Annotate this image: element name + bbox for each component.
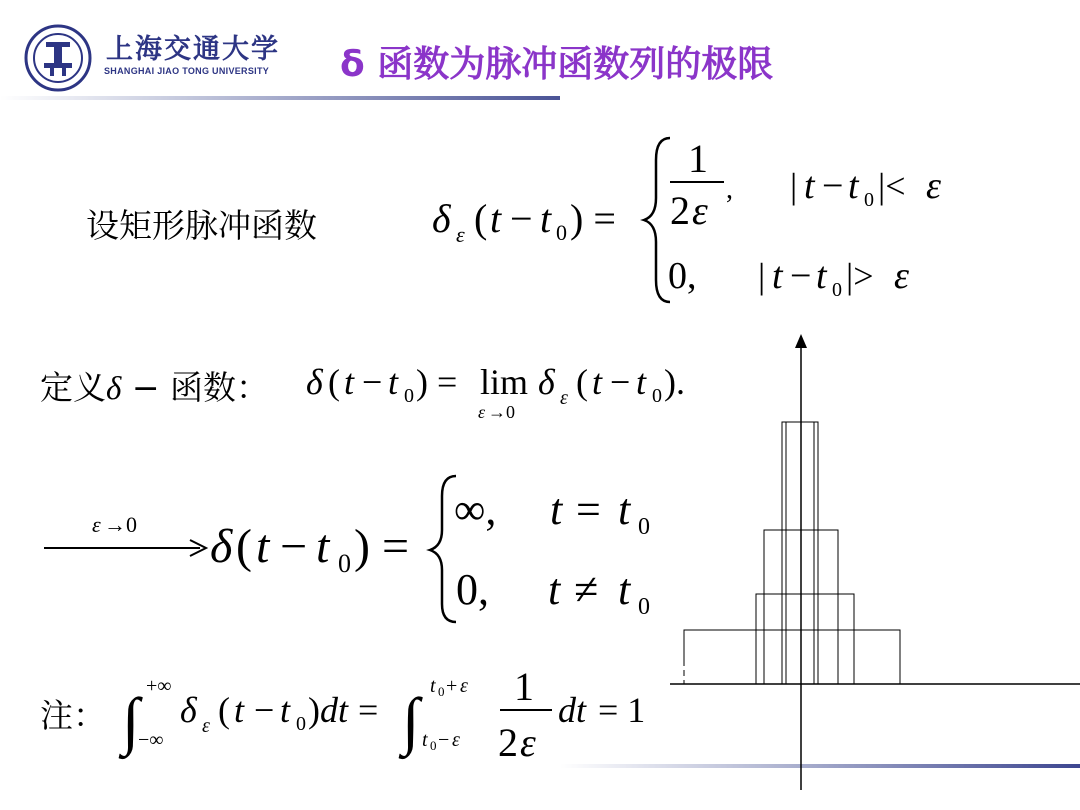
university-name-en: SHANGHAI JIAO TONG UNIVERSITY bbox=[104, 66, 270, 76]
svg-text:ε: ε bbox=[202, 715, 210, 737]
svg-text:t: t bbox=[772, 255, 783, 297]
header-divider bbox=[0, 96, 560, 100]
svg-text:∞,: ∞, bbox=[454, 485, 497, 534]
svg-text:ε: ε bbox=[460, 675, 468, 697]
svg-text:1: 1 bbox=[514, 664, 534, 709]
svg-text:+∞: +∞ bbox=[146, 675, 172, 697]
svg-text:0: 0 bbox=[832, 279, 842, 301]
svg-text:0: 0 bbox=[438, 684, 445, 699]
pulse-sequence-diagram bbox=[670, 330, 1080, 792]
svg-text:δ: δ bbox=[306, 362, 323, 402]
pulse-wide bbox=[756, 594, 854, 684]
svg-text:δ: δ bbox=[432, 196, 451, 241]
svg-text:t: t bbox=[804, 165, 815, 207]
rect-pulse-intro: 设矩形脉冲函数 bbox=[86, 206, 317, 245]
svg-text:t: t bbox=[388, 362, 399, 402]
svg-text:t: t bbox=[490, 196, 502, 241]
svg-text:0: 0 bbox=[338, 549, 351, 578]
svg-text:ε: ε bbox=[478, 402, 486, 422]
svg-text:∫: ∫ bbox=[122, 685, 140, 756]
svg-text:t: t bbox=[550, 485, 563, 534]
svg-text:≠: ≠ bbox=[574, 565, 599, 614]
svg-text:t: t bbox=[592, 362, 603, 402]
integral-formula bbox=[118, 660, 678, 780]
svg-text:t: t bbox=[316, 520, 330, 573]
svg-text:−∞: −∞ bbox=[138, 729, 164, 751]
svg-text:= 1: = 1 bbox=[598, 690, 646, 730]
svg-text:0: 0 bbox=[652, 385, 662, 407]
svg-text:ε: ε bbox=[560, 387, 568, 409]
svg-text:dt: dt bbox=[558, 690, 587, 730]
svg-text:t: t bbox=[256, 520, 270, 573]
svg-text:t: t bbox=[618, 485, 631, 534]
svg-text:0: 0 bbox=[296, 713, 306, 735]
svg-text:ε: ε bbox=[452, 729, 460, 751]
svg-text:|: | bbox=[758, 256, 766, 296]
pulse-narrow bbox=[782, 422, 818, 684]
delta-def-intro: 定义δ − 函数： bbox=[40, 368, 269, 407]
svg-text:(: ( bbox=[474, 196, 488, 241]
svg-text:δ: δ bbox=[180, 690, 197, 730]
svg-text:ε: ε bbox=[92, 512, 101, 537]
university-logo-seal bbox=[24, 24, 92, 92]
svg-text:0: 0 bbox=[864, 189, 874, 211]
svg-text:2: 2 bbox=[670, 188, 690, 233]
svg-text:0: 0 bbox=[556, 220, 567, 245]
page-title: δ 函数为脉冲函数列的极限 bbox=[340, 44, 774, 85]
university-name-cn: 上海交通大学 bbox=[106, 34, 280, 65]
svg-text:=: = bbox=[358, 690, 379, 730]
svg-text:) =: ) = bbox=[416, 362, 458, 402]
svg-text:ε: ε bbox=[456, 222, 465, 247]
svg-text:): ) bbox=[308, 690, 320, 730]
svg-text:−: − bbox=[362, 362, 383, 402]
svg-text:=: = bbox=[576, 485, 601, 534]
svg-text:(: ( bbox=[218, 690, 230, 730]
svg-text:t: t bbox=[848, 165, 859, 207]
svg-text:t: t bbox=[344, 362, 355, 402]
svg-text:0: 0 bbox=[638, 594, 650, 620]
svg-text:(: ( bbox=[236, 520, 252, 573]
svg-text:).: ). bbox=[664, 362, 685, 402]
svg-text:0: 0 bbox=[638, 514, 650, 540]
svg-text:−: − bbox=[254, 690, 275, 730]
svg-text:t: t bbox=[548, 565, 561, 614]
svg-text:dt: dt bbox=[320, 690, 349, 730]
svg-text:δ: δ bbox=[538, 362, 555, 402]
rect-pulse-formula bbox=[420, 120, 980, 310]
svg-text:t: t bbox=[540, 196, 552, 241]
svg-text:−: − bbox=[280, 520, 308, 573]
svg-text:0: 0 bbox=[404, 385, 414, 407]
pulse-narrowest bbox=[786, 422, 814, 684]
svg-text:t: t bbox=[280, 690, 291, 730]
pulse-widest bbox=[684, 630, 900, 684]
delta-def-formula bbox=[300, 350, 720, 430]
svg-text:t: t bbox=[430, 675, 436, 697]
svg-text:−: − bbox=[790, 255, 812, 297]
svg-text:−: − bbox=[438, 729, 450, 751]
svg-text:(: ( bbox=[328, 362, 340, 402]
svg-text:ε: ε bbox=[692, 188, 708, 233]
svg-text:ε: ε bbox=[926, 165, 941, 207]
svg-text:0,: 0, bbox=[456, 565, 489, 614]
svg-text:t: t bbox=[234, 690, 245, 730]
svg-text:|<: |< bbox=[878, 166, 906, 206]
svg-text:→0: →0 bbox=[488, 402, 515, 422]
svg-text:+: + bbox=[446, 675, 458, 697]
svg-text:∫: ∫ bbox=[402, 685, 420, 756]
svg-text:−: − bbox=[822, 165, 844, 207]
svg-text:t: t bbox=[618, 565, 631, 614]
svg-text:t: t bbox=[636, 362, 647, 402]
svg-text:) =: ) = bbox=[354, 520, 410, 573]
svg-text:0: 0 bbox=[430, 738, 437, 753]
svg-text:2: 2 bbox=[498, 720, 518, 765]
svg-text:|: | bbox=[790, 166, 798, 206]
delta-limit-formula bbox=[40, 466, 680, 626]
svg-text:−: − bbox=[610, 362, 631, 402]
svg-text:1: 1 bbox=[688, 136, 708, 181]
svg-text:δ: δ bbox=[210, 520, 233, 573]
svg-text:,: , bbox=[726, 174, 733, 205]
svg-text:0,: 0, bbox=[668, 255, 697, 297]
svg-text:ε: ε bbox=[520, 720, 536, 765]
svg-text:t: t bbox=[816, 255, 827, 297]
axis-arrow-icon bbox=[795, 334, 807, 348]
svg-text:ε: ε bbox=[894, 255, 909, 297]
svg-text:|>: |> bbox=[846, 256, 874, 296]
note-label: 注： bbox=[40, 696, 106, 735]
svg-text:) =: ) = bbox=[570, 196, 616, 241]
svg-text:lim: lim bbox=[480, 362, 529, 402]
svg-text:(: ( bbox=[576, 362, 588, 402]
svg-text:−: − bbox=[510, 196, 533, 241]
svg-text:→0: →0 bbox=[104, 512, 137, 537]
svg-text:t: t bbox=[422, 729, 428, 751]
